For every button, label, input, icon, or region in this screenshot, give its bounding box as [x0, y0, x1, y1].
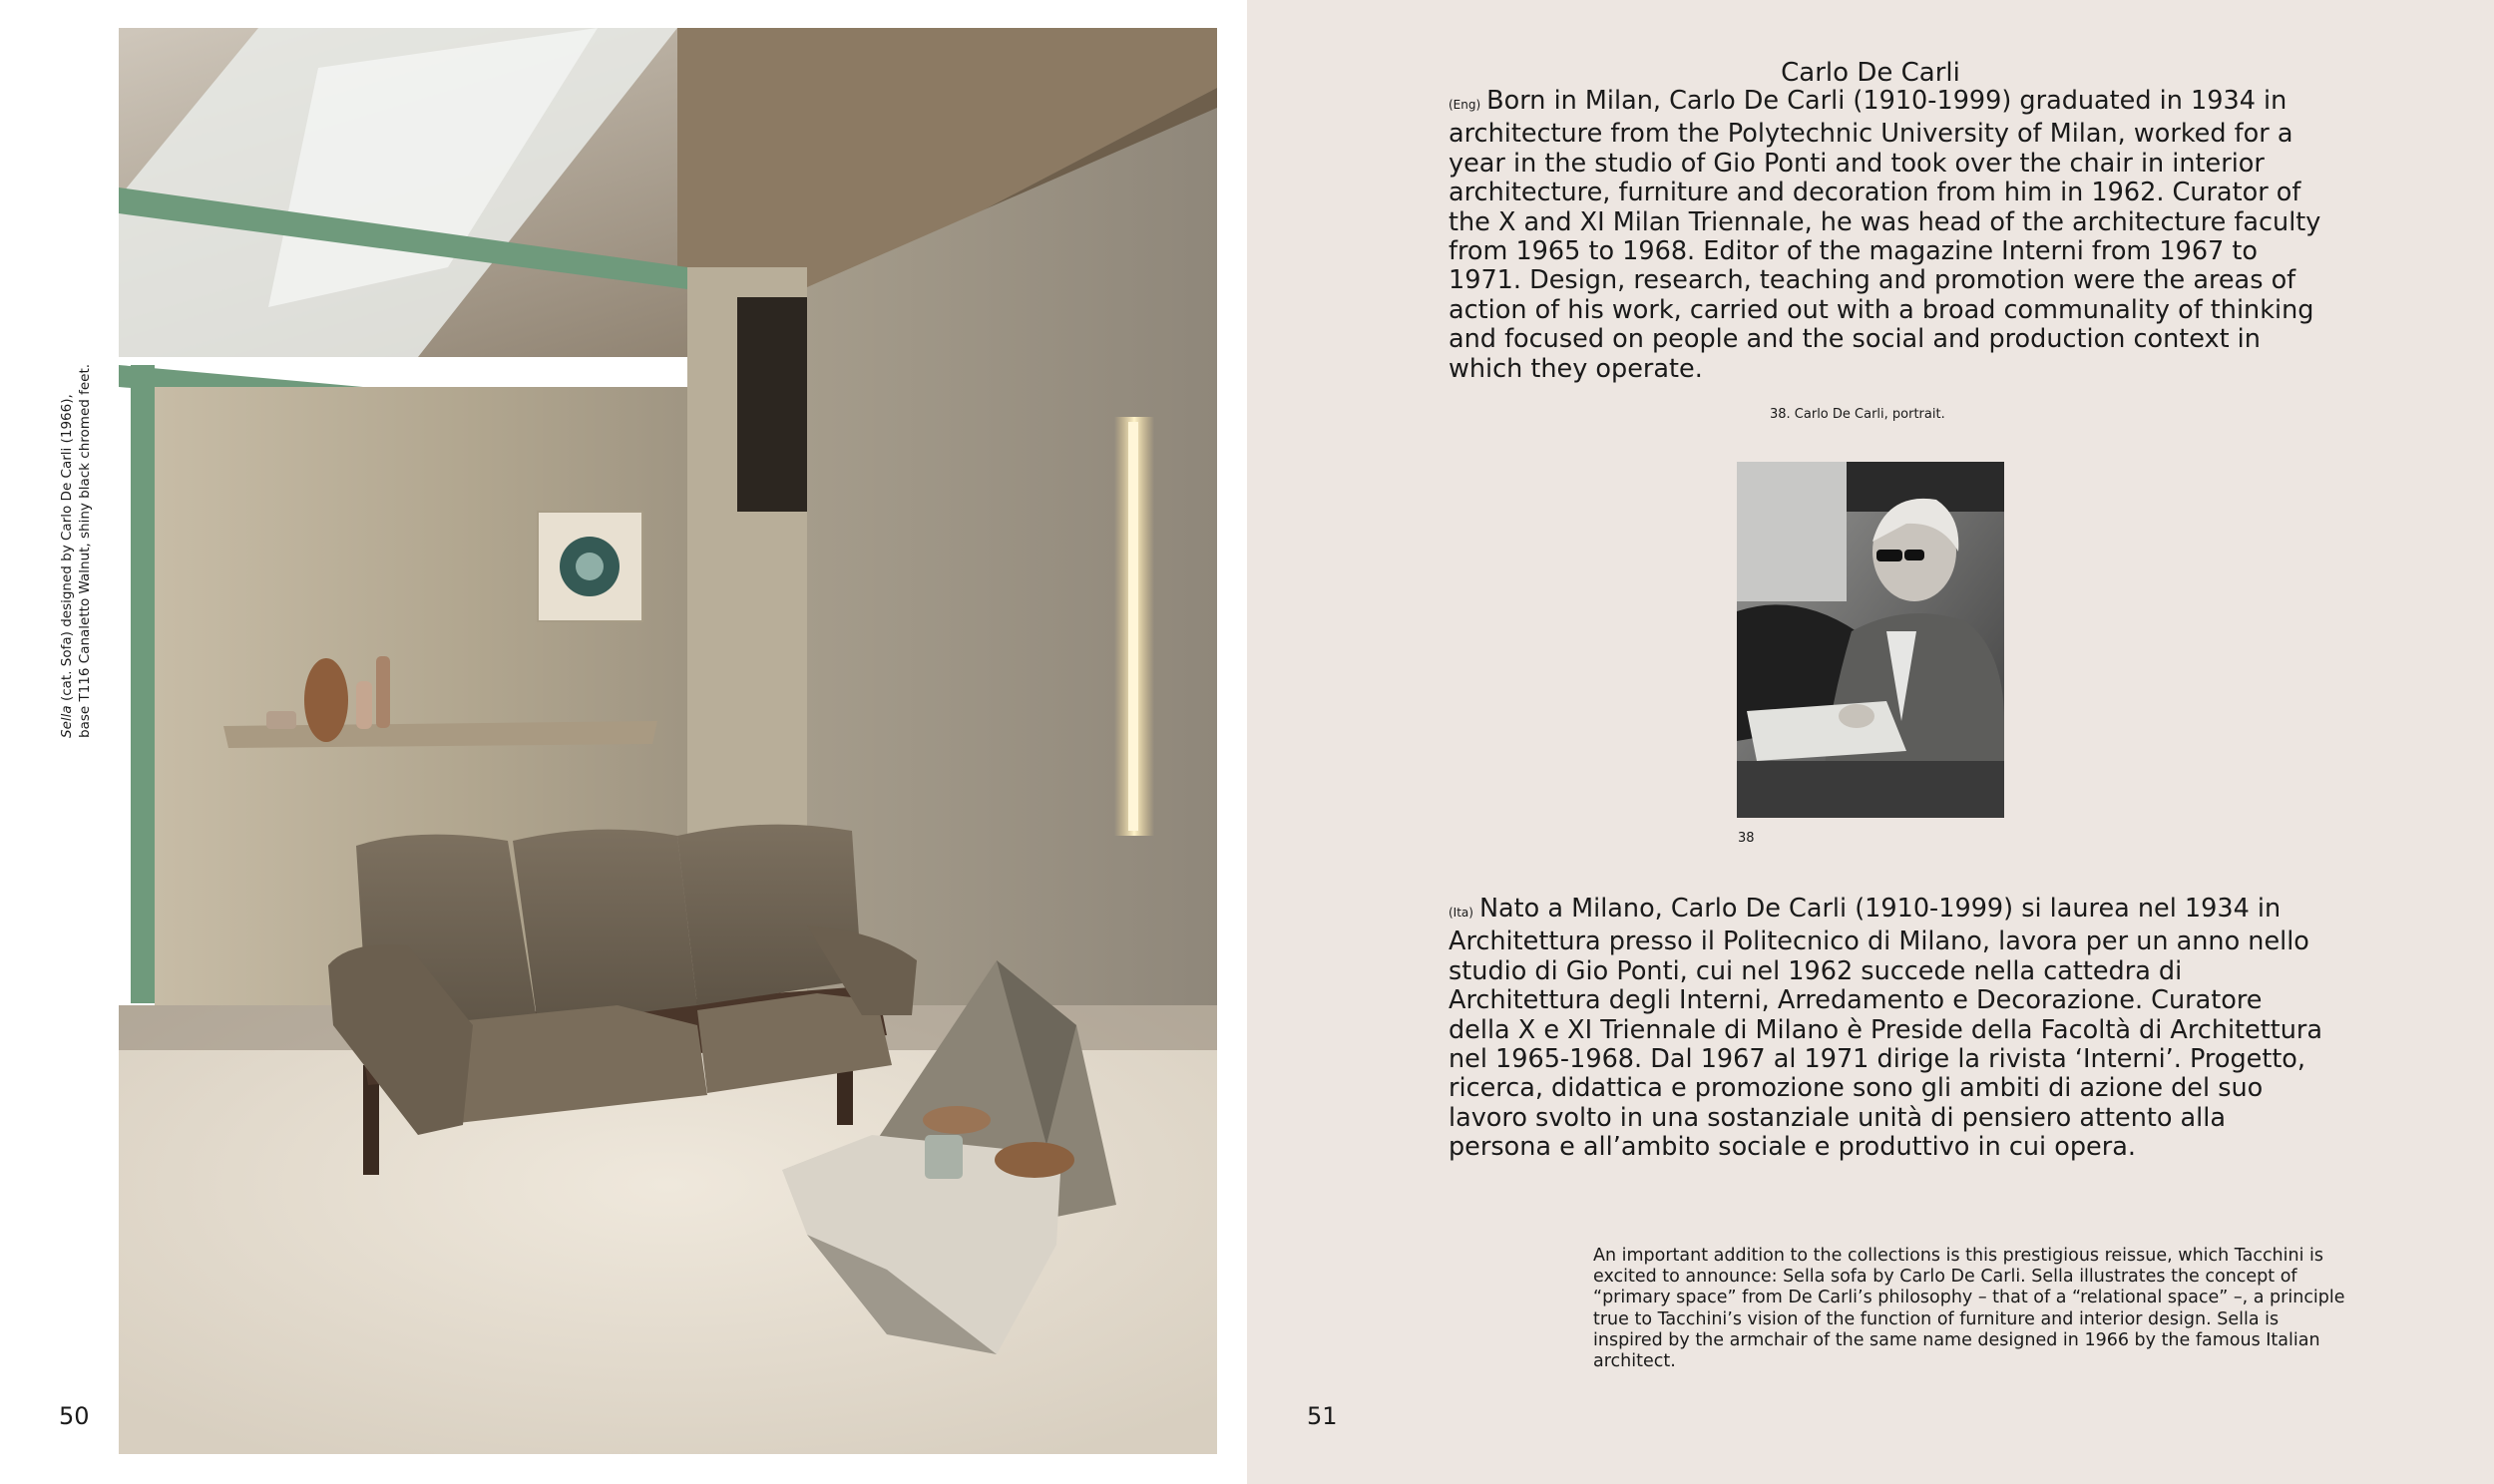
sofa-interior-photo — [119, 28, 1217, 1454]
bio-title: Carlo De Carli — [1781, 58, 1960, 88]
bio-italian-text: Nato a Milano, Carlo De Carli (1910-1999) si laurea nel 1934 in Architettura presso il Politecnico di Milano, lavora per un anno nello studio di Gio Ponti, cui nel 1962 succede nella cattedra di Architettura degli Interni, Arredamento e Decorazione. Curatore della X e XI Triennale di Milano è Preside della Facoltà di Architettura nel 1965-1968. Dal 1967 al 1971 dirige la rivista ‘Interni’. Progetto, ricerca, didattica e promozione sono gli ambiti di azione del suo lavoro svolto in una sostanziale unità di pensiero attento alla persona e all’ambito sociale e produttivo in cui opera. — [1449, 894, 2323, 1163]
page-number-left: 50 — [59, 1402, 90, 1430]
portrait-number: 38 — [1738, 831, 1755, 846]
portrait-photo — [1737, 462, 2004, 818]
page-number-right: 51 — [1307, 1402, 1338, 1430]
bio-english-text: Born in Milan, Carlo De Carli (1910-1999) graduated in 1934 in architecture from the Polytechnic University of Milan, worked for a year in the studio of Gio Ponti and took over the chair in interior architecture, furniture and decoration from him in 1962. Curator of the X and XI Milan Triennale, he was head of the architecture faculty from 1965 to 1968. Editor of the magazine Interni from 1967 to 1971. Design, research, teaching and promotion were the areas of action of his work, carried out with a broad communality of thinking and focused on people and the social and production context in which they operate. — [1449, 86, 2321, 384]
photo-caption-line-1: Sella (cat. Sofa) designed by Carlo De Carli (1966), — [59, 394, 75, 738]
photo-caption — [58, 359, 94, 738]
portrait-caption: 38. Carlo De Carli, portrait. — [1770, 407, 1945, 422]
product-name: Sella — [59, 705, 75, 738]
bio-italian — [1449, 895, 2326, 1163]
bio-english — [1449, 87, 2326, 384]
lang-tag-english: (Eng) — [1449, 98, 1481, 112]
reissue-note: An important addition to the collections is this prestigious reissue, which Tacchini is excited to announce: Sella sofa by Carlo De Carli. Sella illustrates the concept of “primary space” from De Carli’s philosophy – that of a “relational space” –, a principle true to Tacchini’s vision of the function of furniture and interior design. Sella is inspired by the armchair of the same name designed in 1966 by the famous Italian architect. — [1593, 1246, 2345, 1372]
lang-tag-italian: (Ita) — [1449, 906, 1473, 920]
photo-caption-line-2: base T116 Canaletto Walnut, shiny black chromed feet. — [77, 363, 93, 738]
